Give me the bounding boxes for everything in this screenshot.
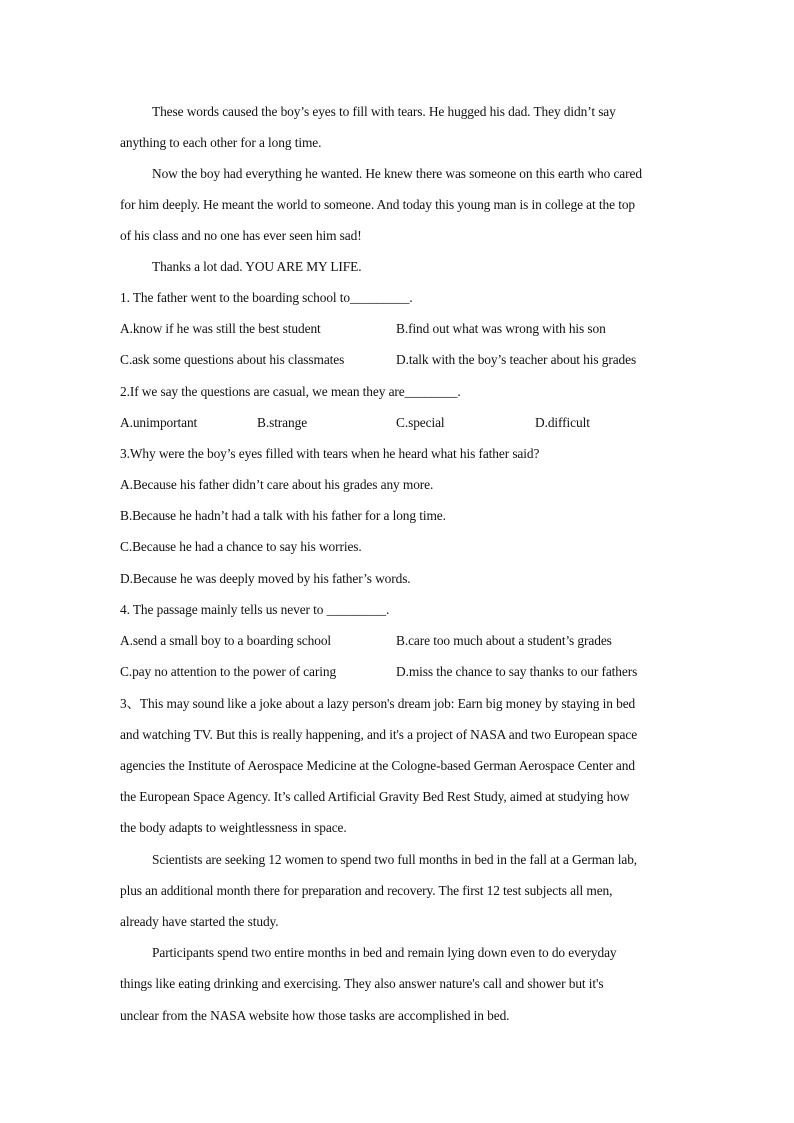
passage-line: anything to each other for a long time. bbox=[120, 135, 322, 150]
option-a: A.Because his father didn’t care about his grades any more. bbox=[120, 477, 434, 492]
passage-line: the European Space Agency. It’s called Artificial Gravity Bed Rest Study, aimed at studying how bbox=[120, 789, 630, 804]
passage-line: agencies the Institute of Aerospace Medicine at the Cologne-based German Aerospace Center and bbox=[120, 758, 635, 773]
option-b: B.care too much about a student’s grades bbox=[396, 633, 612, 648]
option-b: B.Because he hadn’t had a talk with his father for a long time. bbox=[120, 508, 446, 523]
passage-line: of his class and no one has ever seen him sad! bbox=[120, 228, 362, 243]
passage-line: 3、This may sound like a joke about a lazy person's dream job: Earn big money by staying in bed bbox=[120, 696, 636, 711]
passage-line: plus an additional month there for preparation and recovery. The first 12 test subjects all men, bbox=[120, 883, 613, 898]
passage-line: for him deeply. He meant the world to someone. And today this young man is in college at the top bbox=[120, 197, 636, 212]
passage-line: These words caused the boy’s eyes to fill with tears. He hugged his dad. They didn’t say bbox=[152, 104, 616, 119]
option-b: B.strange bbox=[257, 415, 308, 430]
passage-line: and watching TV. But this is really happening, and it's a project of NASA and two European space bbox=[120, 727, 638, 742]
option-d: D.miss the chance to say thanks to our fathers bbox=[396, 664, 638, 679]
option-d: D.talk with the boy’s teacher about his grades bbox=[396, 352, 637, 367]
option-a: A.send a small boy to a boarding school bbox=[120, 633, 332, 648]
passage-line: Participants spend two entire months in bed and remain lying down even to do everyday bbox=[152, 945, 617, 960]
option-a: A.know if he was still the best student bbox=[120, 321, 321, 336]
passage-line: things like eating drinking and exercising. They also answer nature's call and shower but it's bbox=[120, 976, 604, 991]
option-a: A.unimportant bbox=[120, 415, 198, 430]
passage-line: unclear from the NASA website how those tasks are accomplished in bed. bbox=[120, 1008, 510, 1023]
option-b: B.find out what was wrong with his son bbox=[396, 321, 606, 336]
option-d: D.difficult bbox=[535, 415, 590, 430]
passage-line: already have started the study. bbox=[120, 914, 279, 929]
option-c: C.ask some questions about his classmates bbox=[120, 352, 345, 367]
question-stem: 1. The father went to the boarding school to_________. bbox=[120, 290, 413, 305]
option-c: C.special bbox=[396, 415, 445, 430]
passage-line: Thanks a lot dad. YOU ARE MY LIFE. bbox=[152, 259, 362, 274]
question-stem: 2.If we say the questions are casual, we mean they are________. bbox=[120, 384, 461, 399]
option-d: D.Because he was deeply moved by his father’s words. bbox=[120, 571, 411, 586]
question-stem: 4. The passage mainly tells us never to _________. bbox=[120, 602, 390, 617]
passage-line: Now the boy had everything he wanted. He knew there was someone on this earth who cared bbox=[152, 166, 642, 181]
passage-line: the body adapts to weightlessness in space. bbox=[120, 820, 347, 835]
question-stem: 3.Why were the boy’s eyes filled with tears when he heard what his father said? bbox=[120, 446, 540, 461]
option-c: C.pay no attention to the power of caring bbox=[120, 664, 337, 679]
passage-line: Scientists are seeking 12 women to spend two full months in bed in the fall at a German lab, bbox=[152, 852, 638, 867]
option-c: C.Because he had a chance to say his worries. bbox=[120, 539, 362, 554]
